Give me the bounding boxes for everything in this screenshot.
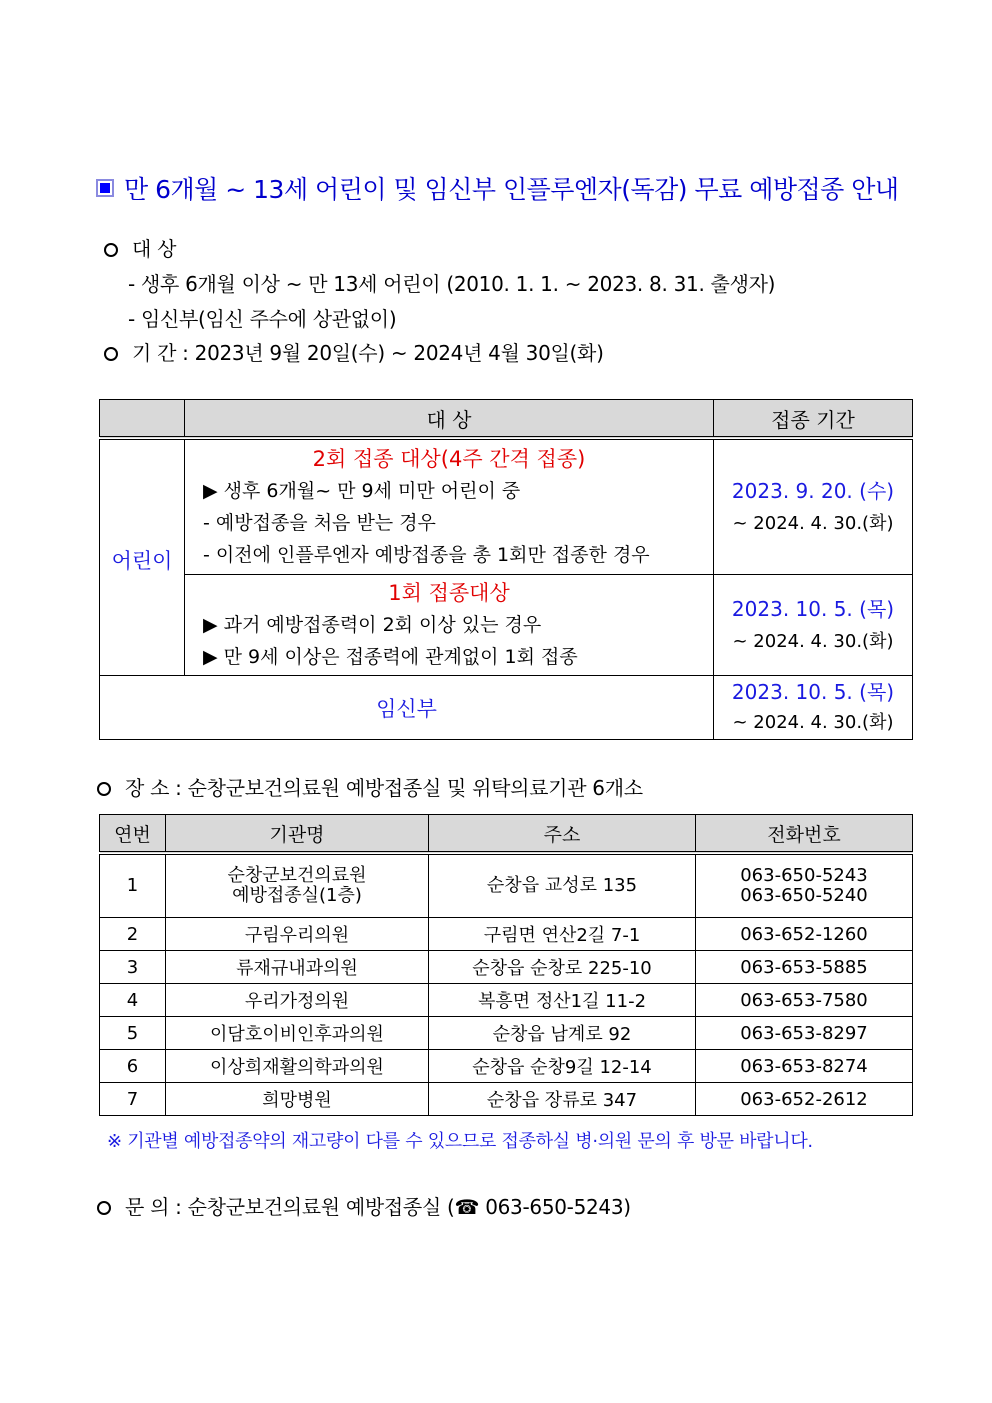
row-phone: 063-650-5243 063-650-5240 [696, 853, 913, 918]
end-date: ~ 2024. 4. 30.(화) [732, 711, 894, 733]
header-blank [100, 400, 185, 439]
header-phone: 전화번호 [696, 815, 913, 854]
circle-bullet-icon [104, 243, 118, 257]
blue-square-icon [96, 179, 114, 197]
table-row [100, 1083, 913, 1116]
circle-bullet-icon [97, 782, 111, 796]
row-phone: 063-653-5885 [696, 951, 913, 984]
one-dose-heading: 1회 접종대상 [388, 581, 510, 605]
start-date: 2023. 9. 20. (수) [731, 479, 895, 503]
start-date: 2023. 10. 5. (목) [731, 679, 895, 704]
stock-note: ※ 기관별 예방접종약의 재고량이 다를 수 있으므로 접종하실 병·의원 문의 후 방문 바랍니다. [107, 1131, 813, 1152]
row-name: 이상희재활의학과의원 [166, 1050, 429, 1083]
row-phone: 063-652-1260 [696, 918, 913, 951]
header-no: 연번 [100, 815, 166, 854]
two-dose-group [185, 438, 714, 575]
header-period: 접종 기간 [714, 400, 913, 439]
location-heading: 장 소 : 순창군보건의료원 예방접종실 및 위탁의료기관 6개소 [97, 772, 643, 801]
children-label: 어린이 [100, 438, 185, 676]
target-heading: 대 상 [104, 233, 176, 262]
page-title [96, 170, 899, 206]
table-row [100, 1017, 913, 1050]
pregnant-label: 임신부 [100, 676, 714, 740]
row-address: 구림면 연산2길 7-1 [429, 918, 696, 951]
table-row [100, 1050, 913, 1083]
start-date: 2023. 10. 5. (목) [731, 597, 895, 621]
group-line: - 예방접종을 처음 받는 경우 [203, 512, 436, 534]
schedule-table [99, 399, 913, 740]
header-target: 대 상 [185, 400, 714, 439]
group-line: ▶ 과거 예방접종력이 2회 이상 있는 경우 [203, 614, 542, 636]
row-address: 순창읍 남계로 92 [429, 1017, 696, 1050]
row-name: 희망병원 [166, 1083, 429, 1116]
group-line: ▶ 만 9세 이상은 접종력에 관계없이 1회 접종 [203, 646, 578, 668]
schedule-row [100, 438, 913, 575]
row-phone: 063-653-8274 [696, 1050, 913, 1083]
target-line-children: - 생후 6개월 이상 ~ 만 13세 어린이 (2010. 1. 1. ~ 2023. 8. 31. 출생자) [128, 272, 776, 296]
row-name: 이담호이비인후과의원 [166, 1017, 429, 1050]
schedule-row [100, 575, 913, 676]
circle-bullet-icon [97, 1201, 111, 1215]
row-no: 6 [100, 1050, 166, 1083]
row-no: 7 [100, 1083, 166, 1116]
table-row [100, 853, 913, 918]
row-phone: 063-653-8297 [696, 1017, 913, 1050]
row-no: 2 [100, 918, 166, 951]
row-name: 우리가정의원 [166, 984, 429, 1017]
circle-bullet-icon [104, 347, 118, 361]
period-heading: 기 간 : 2023년 9월 20일(수) ~ 2024년 4월 30일(화) [104, 337, 604, 366]
table-row [100, 918, 913, 951]
row-name: 순창군보건의료원 예방접종실(1층) [166, 853, 429, 918]
two-dose-period [714, 438, 913, 575]
group-line: ▶ 생후 6개월~ 만 9세 미만 어린이 중 [203, 480, 521, 502]
row-address: 복흥면 정산1길 11-2 [429, 984, 696, 1017]
title-text: 만 6개월 ~ 13세 어린이 및 임신부 인플루엔자(독감) 무료 예방접종 안내 [124, 175, 899, 204]
inquiry-heading: 문 의 : 순창군보건의료원 예방접종실 (☎ 063-650-5243) [97, 1191, 631, 1220]
end-date: ~ 2024. 4. 30.(화) [732, 513, 894, 534]
row-phone: 063-652-2612 [696, 1083, 913, 1116]
end-date: ~ 2024. 4. 30.(화) [732, 631, 894, 652]
two-dose-heading: 2회 접종 대상(4주 간격 접종) [312, 447, 586, 471]
table-row [100, 951, 913, 984]
row-no: 1 [100, 853, 166, 918]
header-address: 주소 [429, 815, 696, 854]
one-dose-period [714, 575, 913, 676]
row-name: 구림우리의원 [166, 918, 429, 951]
row-no: 4 [100, 984, 166, 1017]
row-address: 순창읍 순창로 225-10 [429, 951, 696, 984]
facility-table [99, 814, 913, 1116]
row-no: 3 [100, 951, 166, 984]
target-line-pregnant: - 임신부(임신 주수에 상관없이) [128, 307, 397, 331]
schedule-row [100, 676, 913, 740]
group-line: - 이전에 인플루엔자 예방접종을 총 1회만 접종한 경우 [203, 544, 650, 566]
row-address: 순창읍 교성로 135 [429, 853, 696, 918]
header-name: 기관명 [166, 815, 429, 854]
table-row [100, 984, 913, 1017]
facility-header-row [100, 815, 913, 854]
row-address: 순창읍 순창9길 12-14 [429, 1050, 696, 1083]
pregnant-period [714, 676, 913, 740]
row-address: 순창읍 장류로 347 [429, 1083, 696, 1116]
schedule-header-row [100, 400, 913, 439]
row-phone: 063-653-7580 [696, 984, 913, 1017]
row-name: 류재규내과의원 [166, 951, 429, 984]
one-dose-group [185, 575, 714, 676]
row-no: 5 [100, 1017, 166, 1050]
